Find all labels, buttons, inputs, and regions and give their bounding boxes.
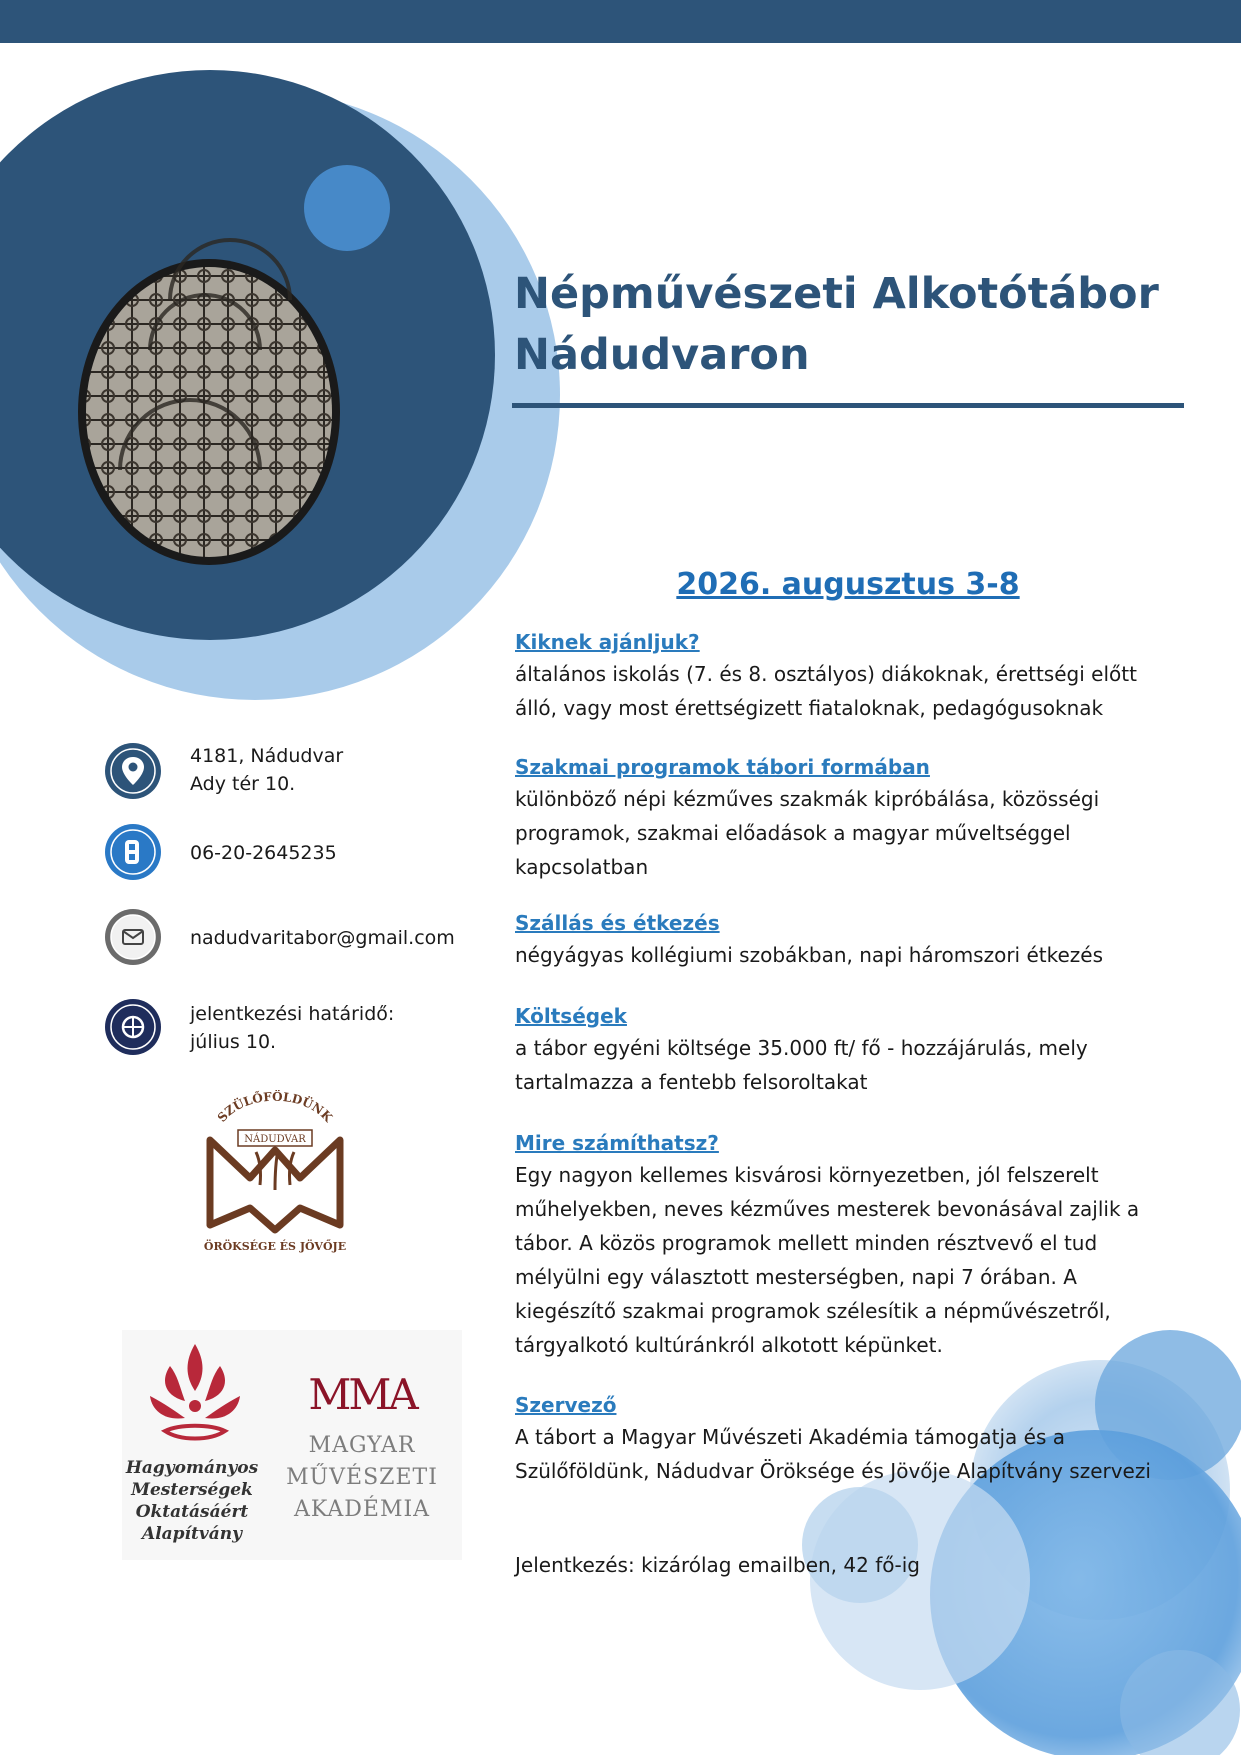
section-heading[interactable]: Szakmai programok tábori formában [515, 755, 930, 779]
section-heading[interactable]: Szállás és étkezés [515, 911, 720, 935]
section-text: különböző népi kézműves szakmák kipróbálása, közösségi programok, szakmai előadások a magyar műveltséggel kapcsolatban [515, 787, 1100, 879]
phone-icon [104, 823, 162, 881]
section-heading[interactable]: Szervező [515, 1393, 617, 1417]
contact-email [104, 908, 484, 968]
section-text: általános iskolás (7. és 8. osztályos) diákoknak, érettségi előtt álló, vagy most érettségizett fiataloknak, pedagógusoknak [515, 662, 1137, 720]
section-audience [515, 627, 1195, 725]
section-text: a tábor egyéni költsége 35.000 ft/ fő - hozzájárulás, mely tartalmazza a fentebb felsoroltakat [515, 1036, 1088, 1094]
title-line-2: Nádudvaron [514, 330, 810, 380]
section-heading[interactable]: Költségek [515, 1004, 627, 1028]
event-date[interactable]: 2026. augusztus 3-8 [676, 567, 1020, 602]
address-line-2: Ady tér 10. [190, 773, 296, 795]
section-heading[interactable]: Kiknek ajánljuk? [515, 630, 700, 654]
contact-deadline [104, 998, 484, 1058]
section-text: négyágyas kollégiumi szobákban, napi háromszori étkezés [515, 943, 1104, 967]
logo-banner-text: NÁDUDVAR [244, 1134, 306, 1145]
svg-text:SZÜLŐFÖLDÜNK [215, 1090, 336, 1125]
envelope-icon [104, 908, 162, 966]
hagyomanyos-logo-mark [140, 1336, 250, 1454]
deadline-line-1: jelentkezési határidő: [190, 1003, 395, 1025]
mma-logo-mark: MMA [308, 1370, 416, 1419]
location-pin-icon [104, 742, 162, 800]
partner-logos [122, 1330, 462, 1560]
section-text: A tábort a Magyar Művészeti Akadémia támogatja és a Szülőföldünk, Nádudvar Öröksége és Jövője Alapítvány szervezi [515, 1425, 1151, 1483]
hagyomanyos-logo-text: Hagyományos Mesterségek Oktatásáért Alapítvány [125, 1458, 259, 1544]
signup-note: Jelentkezés: kizárólag emailben, 42 fő-ig [515, 1553, 920, 1577]
section-heading[interactable]: Mire számíthatsz? [515, 1131, 719, 1155]
section-costs [515, 1001, 1195, 1099]
section-text: Egy nagyon kellemes kisvárosi környezetben, jól felszerelt műhelyekben, neves kézműves mesterek bevonásával zajlik a tábor. A közös programok mellett minden résztvevő el tud mélyülni egy választott mesterségben, napi 7 órában. A kiegészítő szakmai programok szélesítik a népművészetről, tárgyalkotó kultúránkról alkotott képünket. [515, 1163, 1140, 1357]
section-organizer [515, 1390, 1195, 1488]
mma-logo-text: MAGYAR MŰVÉSZETI AKADÉMIA [286, 1433, 438, 1522]
contact-address [104, 742, 484, 802]
deadline-line-2: július 10. [190, 1031, 277, 1053]
logo-arc-text: SZÜLŐFÖLDÜNK [214, 1090, 336, 1125]
szulofoldunk-logo [190, 1090, 360, 1258]
address-line-1: 4181, Nádudvar [190, 745, 344, 767]
contact-phone [104, 823, 484, 883]
title-divider [512, 403, 1184, 408]
section-programs [515, 752, 1195, 884]
wheel-icon [104, 998, 162, 1056]
small-blue-circle [304, 165, 390, 251]
logo-bottom-text: ÖRÖKSÉGE ÉS JÖVŐJE [203, 1240, 347, 1253]
page-title [514, 264, 1194, 386]
section-expectations [515, 1128, 1195, 1362]
phone-number[interactable]: 06-20-2645235 [190, 842, 337, 864]
title-line-1: Népművészeti Alkotótábor [514, 269, 1159, 319]
section-accommodation [515, 908, 1195, 972]
carving-image [86, 267, 332, 557]
email-address[interactable]: nadudvaritabor@gmail.com [190, 927, 455, 949]
